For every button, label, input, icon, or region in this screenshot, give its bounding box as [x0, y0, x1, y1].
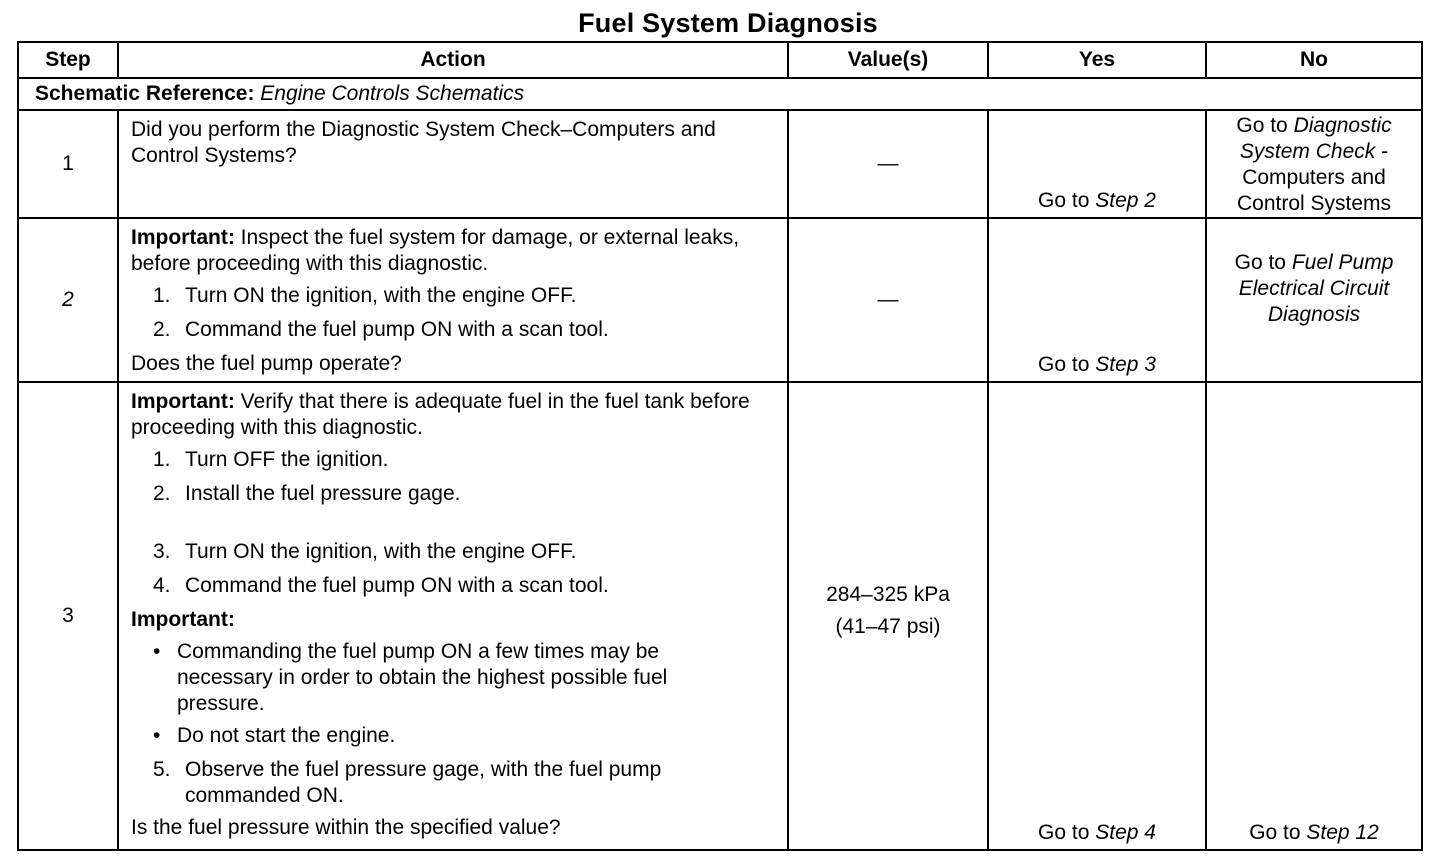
yes-link[interactable]: Step 3: [1095, 353, 1156, 376]
page-title: Fuel System Diagnosis: [578, 8, 878, 38]
list-number: 5.: [153, 758, 171, 781]
list-text: Observe the fuel pressure gage, with the fuel pump commanded ON.: [185, 758, 662, 807]
table-row: [18, 218, 1422, 382]
bullet-icon: •: [153, 640, 161, 663]
bullet-text: Commanding the fuel pump ON a few times may be necessary in order to obtain the highest possible fuel pressure.: [177, 640, 668, 715]
important-text: Verify that there is adequate fuel in the fuel tank before proceeding with this diagnostic.: [131, 390, 750, 439]
list-number: 2.: [153, 318, 171, 341]
schematic-reference: [18, 78, 1422, 110]
action-text: Did you perform the Diagnostic System Check–Computers and Control Systems?: [131, 118, 716, 167]
yes-link[interactable]: Step 2: [1095, 189, 1156, 212]
diagnosis-table: [17, 41, 1423, 851]
action-cell: [118, 218, 788, 382]
yes-prefix: Go to: [1038, 189, 1096, 212]
schematic-value: Engine Controls Schematics: [260, 82, 525, 105]
list-number: 1.: [153, 448, 171, 471]
question-text: Is the fuel pressure within the specified value?: [131, 816, 561, 839]
header-action: Action: [118, 42, 788, 78]
action-cell: [118, 110, 788, 218]
header-row: [18, 42, 1422, 78]
no-text: Control Systems: [1236, 192, 1392, 215]
yes-prefix: Go to: [1038, 353, 1096, 376]
list-number: 1.: [153, 284, 171, 307]
important-label: Important:: [131, 226, 235, 249]
value-kpa: 284–325 kPa: [826, 583, 950, 606]
bullet-item: [131, 639, 777, 717]
bullet-icon: •: [153, 724, 161, 747]
bullet-item: [131, 723, 777, 749]
schematic-row: [18, 78, 1422, 110]
no-link[interactable]: System Check: [1239, 140, 1376, 163]
step-number: [18, 218, 118, 382]
header-no: No: [1206, 42, 1422, 78]
table-row: [18, 382, 1422, 850]
no-link[interactable]: Fuel Pump: [1291, 251, 1394, 274]
value-cell: —: [788, 110, 988, 218]
yes-cell: [988, 218, 1206, 382]
yes-cell: [988, 382, 1206, 850]
list-item: [131, 447, 777, 473]
table-row: [18, 110, 1422, 218]
list-item: [131, 317, 777, 343]
yes-cell: [988, 110, 1206, 218]
no-link[interactable]: Electrical Circuit: [1238, 277, 1390, 300]
list-item: [131, 539, 777, 565]
header-step: Step: [18, 42, 118, 78]
important-label: Important:: [131, 608, 235, 631]
important-text: Inspect the fuel system for damage, or external leaks, before proceeding with this diagnostic.: [131, 226, 740, 275]
value-cell: [788, 382, 988, 850]
list-number: 4.: [153, 574, 171, 597]
list-text: Install the fuel pressure gage.: [185, 482, 461, 505]
no-link[interactable]: Diagnosis: [1267, 303, 1361, 326]
header-values: Value(s): [788, 42, 988, 78]
value-psi: (41–47 psi): [835, 615, 941, 638]
list-text: Turn ON the ignition, with the engine OFF.: [185, 540, 577, 563]
list-item: [131, 481, 777, 507]
list-number: 3.: [153, 540, 171, 563]
no-cell: [1206, 110, 1422, 218]
no-link[interactable]: Diagnostic: [1293, 114, 1392, 137]
list-item: [131, 573, 777, 599]
question-text: Does the fuel pump operate?: [131, 352, 402, 375]
no-text: Computers and: [1242, 166, 1386, 189]
no-cell: [1206, 382, 1422, 850]
no-prefix: Go to: [1249, 821, 1307, 844]
no-prefix: Go to: [1236, 114, 1294, 137]
list-text: Turn OFF the ignition.: [185, 448, 389, 471]
header-yes: Yes: [988, 42, 1206, 78]
list-number: 2.: [153, 482, 171, 505]
step-number: 1: [18, 110, 118, 218]
important-note: [131, 225, 777, 277]
yes-link[interactable]: Step 4: [1095, 821, 1156, 844]
yes-prefix: Go to: [1038, 821, 1096, 844]
list-item: [131, 283, 777, 309]
list-item: [131, 757, 777, 809]
important-label: Important:: [131, 390, 235, 413]
no-suffix: -: [1375, 140, 1389, 163]
step-number: 3: [18, 382, 118, 850]
list-text: Command the fuel pump ON with a scan tool.: [185, 574, 609, 597]
action-cell: [118, 382, 788, 850]
no-prefix: Go to: [1234, 251, 1292, 274]
value-cell: —: [788, 218, 988, 382]
important-note: [131, 389, 777, 441]
list-text: Command the fuel pump ON with a scan tool.: [185, 318, 609, 341]
schematic-label: Schematic Reference:: [35, 82, 255, 105]
no-link[interactable]: Step 12: [1306, 821, 1379, 844]
bullet-text: Do not start the engine.: [177, 724, 396, 747]
no-cell: [1206, 218, 1422, 382]
list-text: Turn ON the ignition, with the engine OFF.: [185, 284, 577, 307]
step-number-text: 2: [62, 288, 74, 311]
